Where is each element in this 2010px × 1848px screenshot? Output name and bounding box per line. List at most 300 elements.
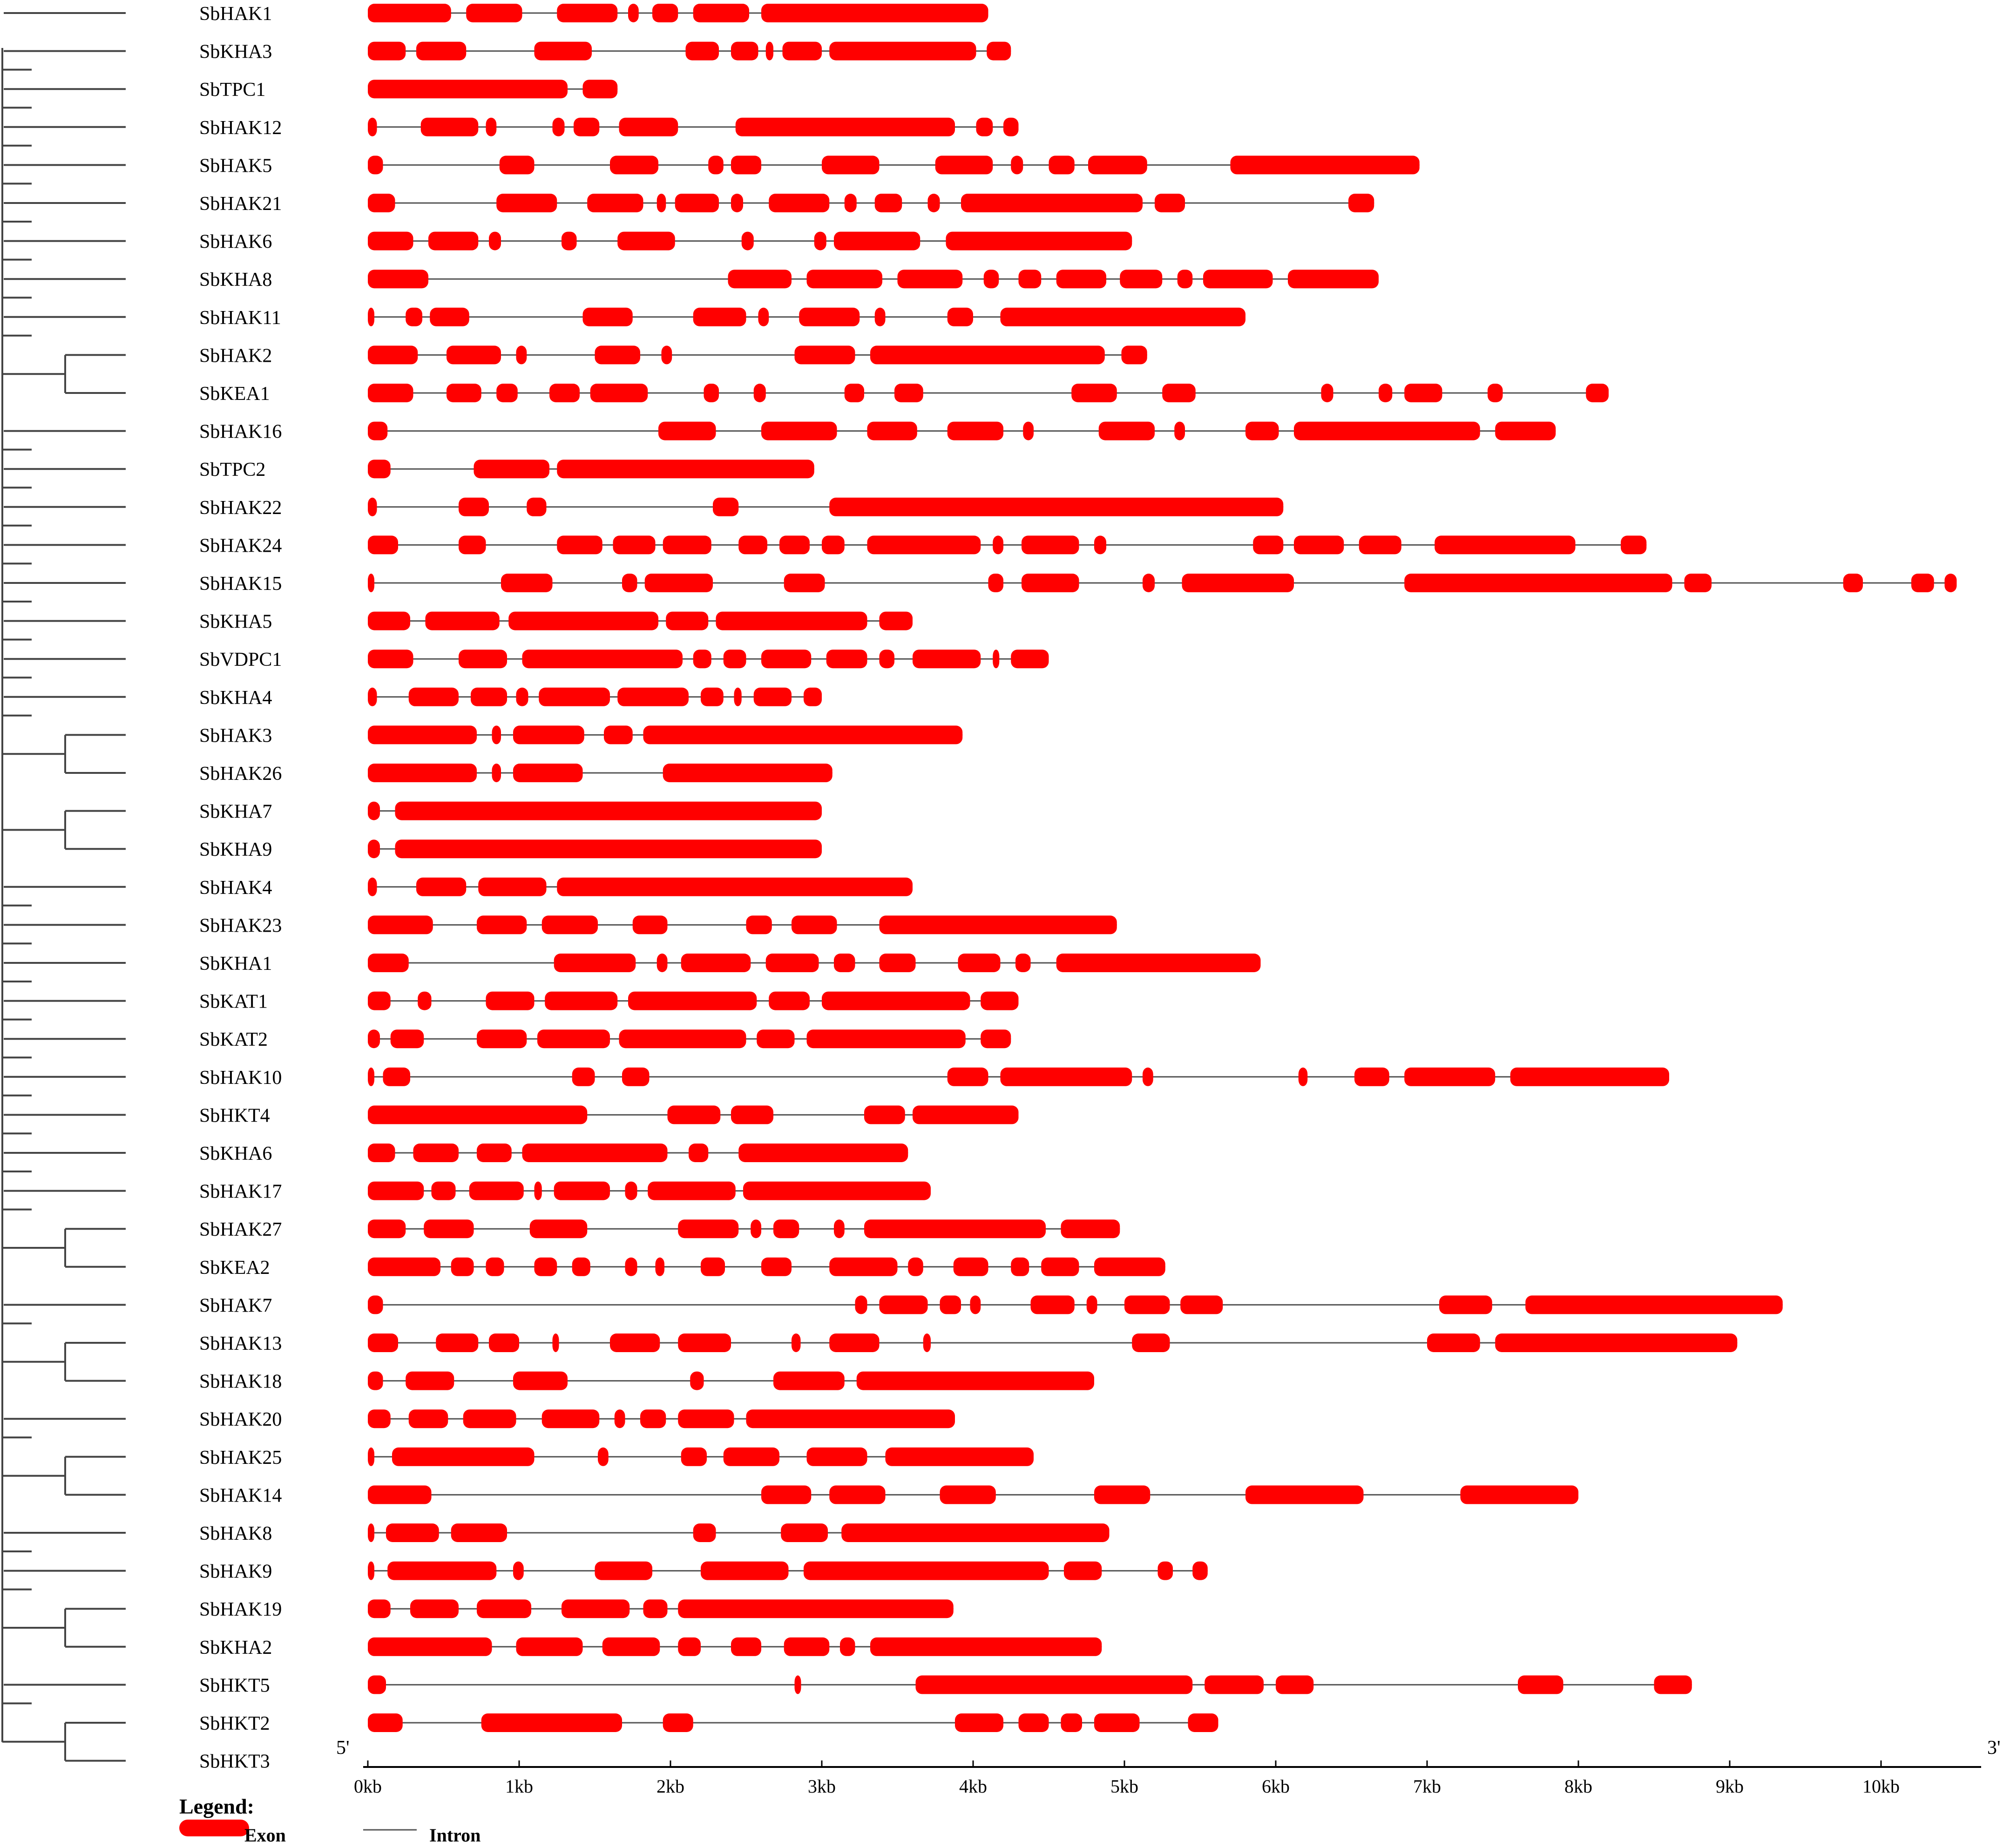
gene-label: SbKEA2 [199, 1257, 270, 1279]
exon-block [628, 4, 639, 22]
exon-block [459, 498, 489, 516]
exon-block [880, 1295, 928, 1314]
exon-block [984, 270, 999, 288]
exon-block [368, 1295, 383, 1314]
exon-block [668, 1105, 721, 1124]
gene-label: SbHAK13 [199, 1333, 282, 1354]
exon-block [368, 1713, 403, 1732]
exon-block [875, 194, 902, 212]
exon-block [410, 1599, 459, 1618]
exon-block [724, 1448, 779, 1466]
exon-block [1843, 574, 1863, 592]
exon-block [451, 1258, 474, 1276]
exon-block [557, 4, 617, 22]
exon-block [489, 1334, 519, 1352]
exon-block [368, 1029, 380, 1048]
gene-label: SbHKT4 [199, 1105, 270, 1127]
exon-block [648, 1182, 736, 1200]
exon-block [572, 1068, 595, 1086]
exon-block [1132, 1334, 1170, 1352]
exon-block [513, 764, 583, 782]
exon-block [368, 1675, 386, 1694]
exon-block [678, 1599, 954, 1618]
exon-block [1495, 422, 1556, 440]
exon-block [1120, 270, 1162, 288]
exon-block [537, 1029, 610, 1048]
exon-block [368, 878, 377, 896]
exon-block [522, 1144, 668, 1162]
exon-block [1354, 1068, 1389, 1086]
exon-block [1192, 1562, 1208, 1580]
exon-block [1435, 535, 1575, 554]
exon-block [807, 270, 883, 288]
exon-block [368, 612, 410, 630]
exon-block [386, 1523, 439, 1542]
exon-block [542, 1409, 600, 1428]
exon-block [451, 1523, 507, 1542]
exon-block [1461, 1485, 1579, 1504]
exon-block [746, 1409, 955, 1428]
exon-block [870, 1638, 1102, 1656]
exon-block [1174, 422, 1185, 440]
exon-block [554, 1182, 610, 1200]
exon-block [728, 270, 792, 288]
exon-block [553, 1334, 559, 1352]
axis-tick-label: 4kb [959, 1776, 987, 1797]
exon-block [496, 384, 518, 402]
exon-block [981, 992, 1018, 1010]
exon-block [1015, 954, 1031, 972]
exon-block [946, 232, 1132, 250]
exon-block [535, 1258, 557, 1276]
exon-block [1299, 1068, 1308, 1086]
exon-block [822, 535, 845, 554]
exon-block [545, 992, 617, 1010]
gene-label: SbTPC1 [199, 79, 266, 101]
exon-block [1685, 574, 1712, 592]
exon-block [430, 308, 469, 326]
gene-label: SbKHA3 [199, 41, 272, 63]
exon-block [368, 1523, 374, 1542]
exon-block [1288, 270, 1379, 288]
gene-label: SbKHA4 [199, 687, 272, 709]
exon-block [368, 1372, 383, 1390]
exon-block [1019, 270, 1042, 288]
exon-block [1022, 574, 1079, 592]
exon-block [935, 156, 993, 174]
gene-label: SbHAK14 [199, 1485, 282, 1507]
exon-block [686, 42, 719, 61]
exon-block [864, 1105, 905, 1124]
gene-label: SbHAK16 [199, 421, 282, 443]
exon-block [657, 194, 666, 212]
exon-block [758, 308, 769, 326]
exon-block [880, 954, 916, 972]
exon-block [527, 498, 546, 516]
exon-block [1162, 384, 1196, 402]
exon-block [894, 384, 923, 402]
exon-block [1182, 574, 1294, 592]
exon-block [368, 954, 409, 972]
exon-block [1525, 1295, 1783, 1314]
exon-block [477, 1029, 527, 1048]
exon-block [1087, 1295, 1097, 1314]
exon-block [814, 232, 826, 250]
exon-block [387, 1562, 496, 1580]
exon-block [1088, 156, 1147, 174]
exon-block [617, 688, 689, 706]
exon-block [604, 725, 633, 744]
exon-block [368, 574, 374, 592]
exon-block [867, 422, 917, 440]
exon-block [368, 1562, 374, 1580]
exon-block [693, 650, 711, 668]
gene-label: SbHKT2 [199, 1713, 270, 1734]
exon-block [704, 384, 719, 402]
exon-block [1178, 270, 1193, 288]
exon-block [522, 650, 683, 668]
exon-block [1124, 1295, 1170, 1314]
exon-block [841, 1523, 1109, 1542]
three-prime-label: 3' [1987, 1737, 2001, 1759]
exon-block [731, 1105, 773, 1124]
exon-block [432, 1182, 456, 1200]
exon-block [1003, 118, 1019, 136]
exon-block [513, 1372, 568, 1390]
exon-block [416, 878, 466, 896]
exon-block [368, 422, 387, 440]
exon-block [613, 535, 656, 554]
exon-block [501, 574, 553, 592]
exon-block [961, 194, 1143, 212]
exon-block [368, 42, 406, 61]
exon-block [829, 498, 1283, 516]
gene-label: SbHAK27 [199, 1219, 282, 1241]
exon-block [908, 1258, 923, 1276]
axis-tick-label: 10kb [1862, 1776, 1900, 1797]
exon-block [1203, 270, 1273, 288]
gene-label: SbKAT1 [199, 991, 268, 1013]
exon-block [513, 1562, 524, 1580]
exon-block [368, 1599, 391, 1618]
exon-block [628, 992, 757, 1010]
exon-block [880, 915, 1117, 934]
exon-block [1031, 1295, 1075, 1314]
exon-block [368, 1638, 492, 1656]
exon-block [513, 725, 584, 744]
exon-block [913, 1105, 1019, 1124]
exon-block [477, 1599, 531, 1618]
exon-block [781, 1523, 828, 1542]
exon-block [426, 612, 500, 630]
legend-title: Legend: [179, 1794, 254, 1818]
exon-block [736, 118, 955, 136]
exon-block [693, 308, 746, 326]
exon-block [481, 1713, 622, 1732]
exon-block [1001, 308, 1246, 326]
exon-block [459, 650, 507, 668]
exon-block [553, 118, 565, 136]
exon-block [1911, 574, 1934, 592]
exon-block [602, 1638, 660, 1656]
gene-label: SbKHA6 [199, 1143, 272, 1164]
exon-block [757, 1029, 794, 1048]
exon-block [976, 118, 993, 136]
exon-block [822, 156, 880, 174]
exon-block [766, 42, 773, 61]
exon-block [406, 1372, 454, 1390]
exon-block [1056, 270, 1106, 288]
exon-block [530, 1219, 588, 1238]
gene-label: SbHAK25 [199, 1447, 282, 1469]
exon-block [1011, 650, 1049, 668]
exon-block [766, 954, 819, 972]
exon-block [834, 954, 855, 972]
exon-block [761, 4, 988, 22]
exon-block [622, 574, 637, 592]
exon-block [693, 1523, 716, 1542]
exon-block [829, 1334, 879, 1352]
exon-block [368, 194, 395, 212]
exon-block [590, 384, 648, 402]
exon-block [496, 194, 557, 212]
exon-block [864, 1219, 1046, 1238]
exon-block [368, 1182, 424, 1200]
exon-block [746, 915, 772, 934]
exon-block [368, 764, 477, 782]
exon-block [761, 422, 837, 440]
exon-block [826, 650, 867, 668]
exon-block [1205, 1675, 1264, 1694]
exon-block [742, 232, 754, 250]
exon-block [643, 1599, 668, 1618]
exon-block [1094, 1258, 1165, 1276]
axis-tick-label: 0kb [354, 1776, 382, 1797]
exon-block [1518, 1675, 1563, 1694]
exon-block [731, 1638, 761, 1656]
exon-block [840, 1638, 855, 1656]
exon-block [368, 1448, 374, 1466]
exon-block [428, 232, 478, 250]
exon-block [549, 384, 580, 402]
exon-block [947, 1068, 988, 1086]
exon-block [436, 1334, 478, 1352]
exon-block [574, 118, 599, 136]
exon-block [447, 384, 481, 402]
exon-block [1122, 345, 1147, 364]
exon-block [708, 156, 724, 174]
exon-block [1064, 1562, 1102, 1580]
gene-label: SbHAK2 [199, 345, 272, 367]
exon-block [615, 1409, 625, 1428]
exon-block [1439, 1295, 1492, 1314]
gene-labels [199, 3, 282, 1773]
gene-label: SbKHA7 [199, 801, 272, 823]
exon-block [368, 1219, 406, 1238]
exon-block [947, 308, 973, 326]
exon-block [658, 422, 716, 440]
exon-block [416, 42, 466, 61]
exon-block [1945, 574, 1957, 592]
exon-block [516, 1638, 583, 1656]
exon-block [1099, 422, 1155, 440]
legend-exon-label: Exon [244, 1825, 286, 1846]
exon-block [701, 1258, 725, 1276]
exon-block [970, 1295, 981, 1314]
gene-label: SbHAK9 [199, 1561, 272, 1583]
exon-block [1294, 422, 1480, 440]
exon-block [701, 688, 724, 706]
exon-block [898, 270, 963, 288]
exon-block [492, 764, 501, 782]
exon-block [663, 1713, 693, 1732]
exon-block [783, 42, 822, 61]
exon-block [418, 992, 431, 1010]
exon-block [773, 1372, 845, 1390]
exon-block [391, 1029, 424, 1048]
exon-block [1510, 1068, 1669, 1086]
exon-block [870, 345, 1105, 364]
gene-label: SbHAK26 [199, 763, 282, 785]
exon-block [845, 194, 857, 212]
exon-block [1404, 1068, 1495, 1086]
exon-block [535, 1182, 542, 1200]
exon-block [804, 688, 822, 706]
exon-block [583, 308, 633, 326]
exon-block [1359, 535, 1401, 554]
exon-block [761, 1258, 792, 1276]
exon-block [539, 688, 610, 706]
exon-block [1143, 1068, 1153, 1086]
exon-block [666, 612, 708, 630]
exon-block [1023, 422, 1034, 440]
gene-label: SbHAK10 [199, 1067, 282, 1089]
exon-block [662, 345, 672, 364]
axis-tick-label: 9kb [1716, 1776, 1744, 1797]
exon-block [923, 1334, 931, 1352]
exon-block [1019, 1713, 1049, 1732]
exon-block [368, 915, 433, 934]
exon-block [875, 308, 886, 326]
exon-block [587, 194, 643, 212]
exon-block [1348, 194, 1374, 212]
exon-block [681, 1448, 707, 1466]
exon-block [554, 954, 636, 972]
gene-label: SbKAT2 [199, 1029, 268, 1051]
exon-block [625, 1258, 637, 1276]
exon-block [645, 574, 713, 592]
exon-block [492, 725, 501, 744]
exon-block [792, 915, 837, 934]
exon-block [1061, 1713, 1083, 1732]
exon-block [1231, 156, 1420, 174]
legend [179, 1794, 481, 1846]
exon-block [1488, 384, 1503, 402]
exon-block [784, 574, 825, 592]
exon-block [1253, 535, 1283, 554]
exon-block [1094, 1713, 1140, 1732]
exon-block [1049, 156, 1075, 174]
exon-block [368, 1105, 587, 1124]
exon-block [557, 460, 814, 478]
kb-scale-axis [336, 1737, 2001, 1797]
exon-block [678, 1334, 731, 1352]
exon-block [1245, 422, 1279, 440]
exon-block [477, 1144, 512, 1162]
exon-block [1294, 535, 1344, 554]
exon-block [421, 118, 479, 136]
exon-block [1061, 1219, 1120, 1238]
exon-block [633, 915, 668, 934]
exon-block [834, 232, 920, 250]
exon-block [368, 1334, 398, 1352]
exon-block [562, 232, 577, 250]
exon-block [463, 1409, 516, 1428]
exon-block [486, 1258, 504, 1276]
axis-tick-label: 6kb [1262, 1776, 1290, 1797]
gene-label: SbVDPC1 [199, 649, 282, 671]
exon-block [406, 308, 422, 326]
exon-block [724, 650, 746, 668]
exon-block [395, 839, 822, 858]
exon-block [886, 1448, 1034, 1466]
gene-label: SbKHA8 [199, 269, 272, 291]
exon-block [867, 535, 981, 554]
exon-block [368, 270, 428, 288]
exon-block [643, 725, 963, 744]
exon-block [459, 535, 486, 554]
exon-block [368, 725, 477, 744]
exon-block [595, 345, 641, 364]
exon-block [1071, 384, 1117, 402]
exon-block [1155, 194, 1185, 212]
exon-block [689, 1144, 708, 1162]
exon-block [1321, 384, 1333, 402]
gene-label: SbKHA2 [199, 1637, 272, 1658]
exon-block [466, 4, 522, 22]
exon-block [913, 650, 981, 668]
exon-block [557, 535, 602, 554]
exon-block [368, 232, 413, 250]
exon-block [1041, 1258, 1079, 1276]
exon-block [598, 1448, 609, 1466]
exon-block [610, 1334, 660, 1352]
exon-block [368, 156, 383, 174]
exon-block [500, 156, 535, 174]
exon-block [368, 1409, 391, 1428]
exon-block [829, 1258, 897, 1276]
exon-block [542, 915, 598, 934]
gene-label: SbHAK5 [199, 155, 272, 177]
exon-block [652, 4, 678, 22]
exon-block [583, 80, 618, 98]
exon-block [779, 535, 810, 554]
exon-block [535, 42, 592, 61]
exon-block [1094, 1485, 1150, 1504]
legend-exon-swatch [179, 1820, 249, 1836]
exon-block [784, 1638, 830, 1656]
exon-block [474, 460, 550, 478]
exon-block [701, 1562, 789, 1580]
exon-block [1621, 535, 1646, 554]
exon-block [834, 1219, 845, 1238]
gene-label: SbHAK12 [199, 117, 282, 139]
axis-tick-label: 2kb [656, 1776, 684, 1797]
exon-block [1495, 1334, 1737, 1352]
exon-block [368, 688, 377, 706]
gene-label: SbKEA1 [199, 383, 270, 405]
gene-label: SbHAK18 [199, 1371, 282, 1393]
